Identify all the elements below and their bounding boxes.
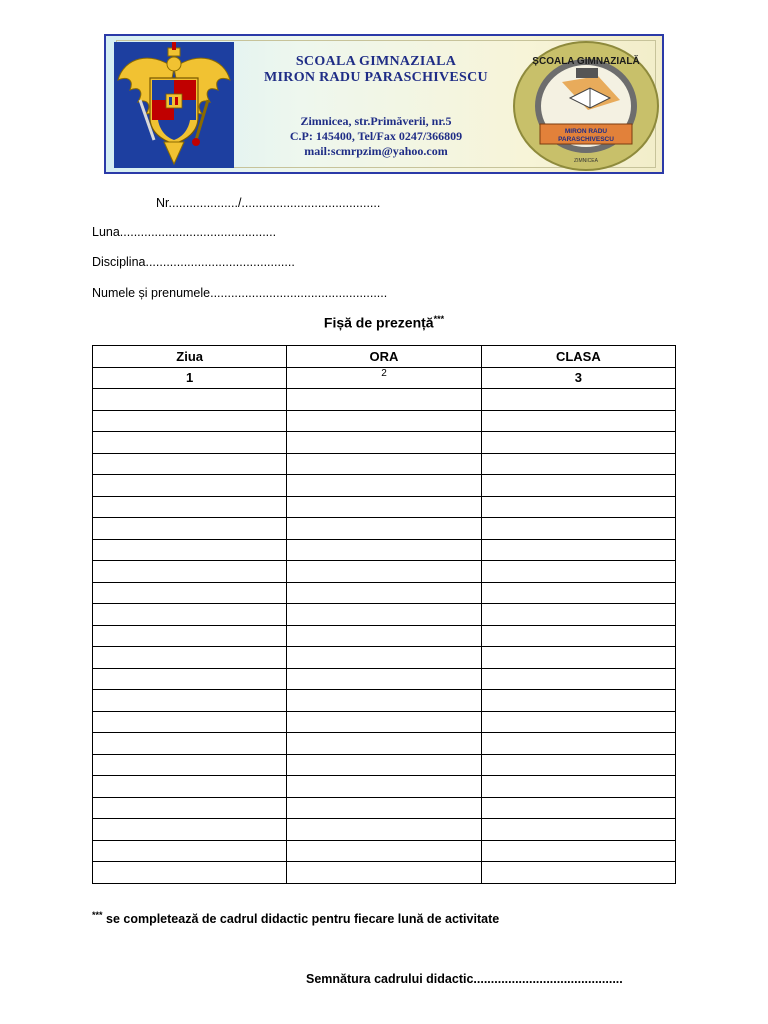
table-row (93, 604, 676, 626)
ziua-cell[interactable] (93, 604, 287, 626)
month-field: Luna............................................. (92, 225, 277, 239)
ziua-cell[interactable] (93, 862, 287, 884)
clasa-cell[interactable] (481, 453, 675, 475)
clasa-cell[interactable] (481, 754, 675, 776)
ziua-cell[interactable] (93, 797, 287, 819)
ziua-cell[interactable] (93, 582, 287, 604)
ora-cell[interactable] (287, 690, 481, 712)
school-phone: C.P: 145400, Tel/Fax 0247/366809 (289, 129, 463, 143)
clasa-cell[interactable] (481, 432, 675, 454)
table-row (93, 496, 676, 518)
table-row (93, 754, 676, 776)
ora-cell[interactable] (287, 496, 481, 518)
clasa-cell[interactable] (481, 647, 675, 669)
ora-cell[interactable] (287, 561, 481, 583)
clasa-cell[interactable] (481, 410, 675, 432)
clasa-cell[interactable] (481, 776, 675, 798)
ziua-cell[interactable] (93, 496, 287, 518)
clasa-cell[interactable] (481, 711, 675, 733)
logo-ribbon-line-2: PARASCHIVESCU (558, 136, 614, 143)
table-row (93, 776, 676, 798)
ora-cell[interactable] (287, 539, 481, 561)
logo-bottom-text: ZIMNICEA (574, 158, 598, 164)
table-row (93, 862, 676, 884)
ziua-cell[interactable] (93, 668, 287, 690)
ziua-cell[interactable] (93, 453, 287, 475)
ora-cell[interactable] (287, 453, 481, 475)
school-name-line-2: MIRON RADU PARASCHIVESCU (264, 70, 488, 85)
ziua-cell[interactable] (93, 711, 287, 733)
ora-cell[interactable] (287, 862, 481, 884)
table-row (93, 733, 676, 755)
ziua-cell[interactable] (93, 625, 287, 647)
table-row (93, 668, 676, 690)
column-header-ora: ORA (287, 346, 481, 368)
table-row (93, 432, 676, 454)
form-title (0, 314, 768, 331)
attendance-table (92, 345, 676, 884)
table-row (93, 475, 676, 497)
footnote-text: se completează de cadrul didactic pentru fiecare lună de activitate (102, 912, 500, 927)
table-row (93, 690, 676, 712)
ziua-cell[interactable] (93, 475, 287, 497)
clasa-cell[interactable] (481, 518, 675, 540)
clasa-cell[interactable] (481, 604, 675, 626)
table-row (93, 518, 676, 540)
table-row (93, 711, 676, 733)
logo-top-text: ȘCOALA GIMNAZIALĂ (532, 56, 640, 67)
column-header-ziua: Ziua (93, 346, 287, 368)
table-row (93, 561, 676, 583)
table-row (93, 819, 676, 841)
discipline-field: Disciplina........................................... (92, 255, 295, 269)
clasa-cell[interactable] (481, 561, 675, 583)
ora-cell[interactable] (287, 604, 481, 626)
clasa-cell[interactable] (481, 496, 675, 518)
clasa-cell[interactable] (481, 475, 675, 497)
clasa-cell[interactable] (481, 862, 675, 884)
ora-cell[interactable] (287, 389, 481, 411)
teacher-signature-field: Semnătura cadrului didactic........................................... (306, 972, 623, 986)
column-number-3: 3 (481, 367, 675, 389)
ziua-cell[interactable] (93, 819, 287, 841)
ziua-cell[interactable] (93, 754, 287, 776)
ora-cell[interactable] (287, 625, 481, 647)
name-field: Numele și prenumele................................................... (92, 286, 388, 300)
ora-cell[interactable] (287, 733, 481, 755)
ora-cell[interactable] (287, 711, 481, 733)
table-row (93, 453, 676, 475)
ora-cell[interactable] (287, 776, 481, 798)
clasa-cell[interactable] (481, 797, 675, 819)
clasa-cell[interactable] (481, 625, 675, 647)
school-letterhead (104, 34, 664, 174)
ora-cell[interactable] (287, 819, 481, 841)
form-title-text: Fișă de prezență (323, 314, 434, 331)
romania-coat-of-arms-icon (110, 40, 238, 170)
table-row (93, 582, 676, 604)
ziua-cell[interactable] (93, 840, 287, 862)
logo-ribbon-line-1: MIRON RADU (564, 128, 608, 135)
column-number-2: 2 (287, 367, 481, 389)
ziua-cell[interactable] (93, 432, 287, 454)
column-header-clasa: CLASA (481, 346, 675, 368)
table-header-row (93, 346, 676, 368)
ora-cell[interactable] (287, 475, 481, 497)
table-row (93, 625, 676, 647)
clasa-cell[interactable] (481, 690, 675, 712)
ora-cell[interactable] (287, 754, 481, 776)
clasa-cell[interactable] (481, 539, 675, 561)
table-row (93, 840, 676, 862)
ziua-cell[interactable] (93, 690, 287, 712)
document-number-field: Nr..................../........................................ (156, 196, 381, 210)
ziua-cell[interactable] (93, 647, 287, 669)
ziua-cell[interactable] (93, 389, 287, 411)
table-row (93, 539, 676, 561)
ora-cell[interactable] (287, 582, 481, 604)
school-logo-icon (510, 38, 662, 172)
clasa-cell[interactable] (481, 389, 675, 411)
table-row (93, 389, 676, 411)
table-row (93, 647, 676, 669)
table-row (93, 410, 676, 432)
clasa-cell[interactable] (481, 819, 675, 841)
school-name-line-1: SCOALA GIMNAZIALA (295, 54, 457, 69)
ziua-cell[interactable] (93, 410, 287, 432)
ora-cell[interactable] (287, 647, 481, 669)
clasa-cell[interactable] (481, 733, 675, 755)
school-email: mail:scmrpzim@yahoo.com (304, 144, 448, 158)
table-row (93, 797, 676, 819)
ora-cell[interactable] (287, 840, 481, 862)
ora-cell[interactable] (287, 432, 481, 454)
column-number-1: 1 (93, 367, 287, 389)
ora-cell[interactable] (287, 410, 481, 432)
ora-cell[interactable] (287, 518, 481, 540)
ziua-cell[interactable] (93, 539, 287, 561)
ziua-cell[interactable] (93, 561, 287, 583)
footnote-mark: *** (92, 910, 103, 920)
footnote (92, 910, 499, 926)
ziua-cell[interactable] (93, 518, 287, 540)
ziua-cell[interactable] (93, 733, 287, 755)
ora-cell[interactable] (287, 668, 481, 690)
ziua-cell[interactable] (93, 776, 287, 798)
clasa-cell[interactable] (481, 840, 675, 862)
column-number-row (93, 367, 676, 389)
form-title-mark: *** (433, 314, 445, 324)
ora-cell[interactable] (287, 797, 481, 819)
clasa-cell[interactable] (481, 668, 675, 690)
school-address: Zimnicea, str.Primăverii, nr.5 (300, 114, 452, 128)
clasa-cell[interactable] (481, 582, 675, 604)
school-info (241, 54, 511, 159)
